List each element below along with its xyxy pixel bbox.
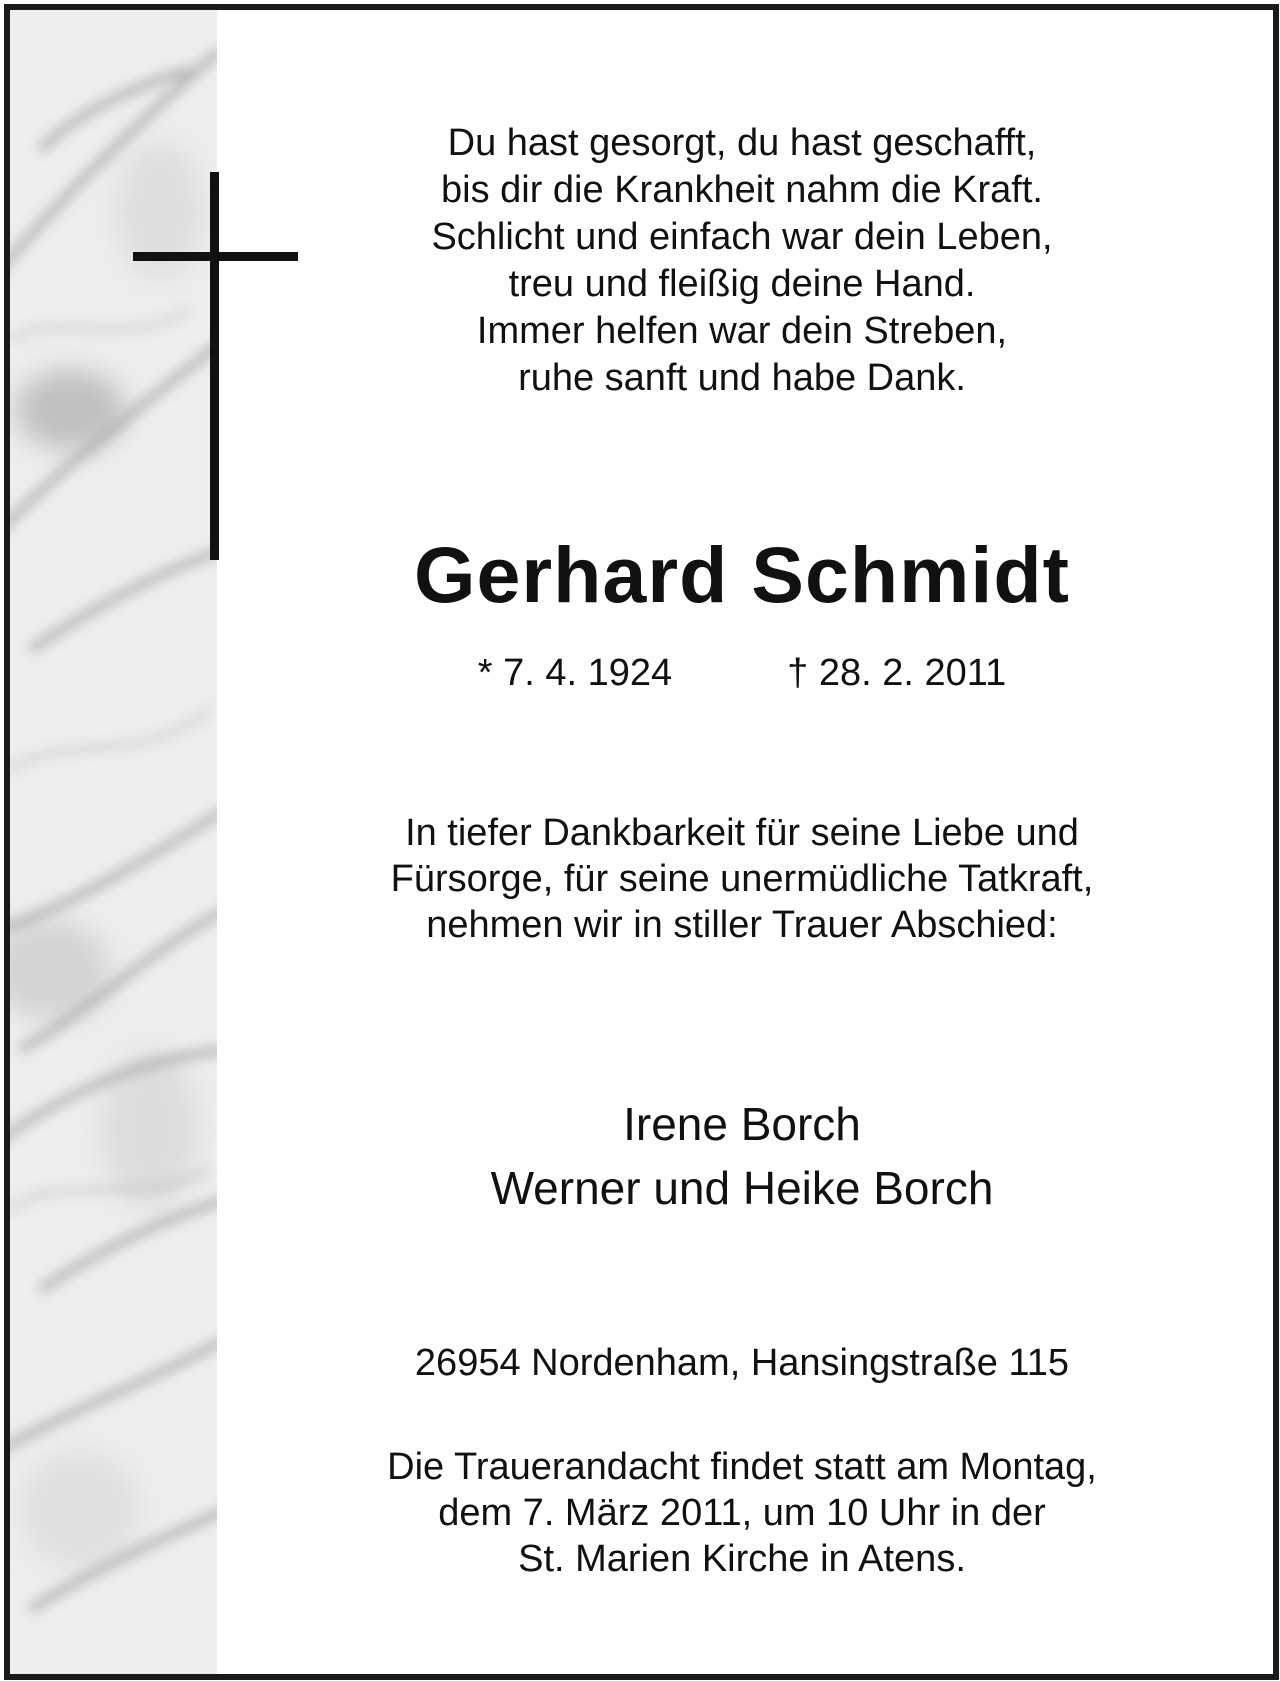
- mourner-name: Irene Borch: [623, 1098, 861, 1150]
- service-announcement: [217, 1444, 1267, 1582]
- service-line: dem 7. März 2011, um 10 Uhr in der: [438, 1492, 1046, 1534]
- service-line: St. Marien Kirche in Atens.: [518, 1538, 966, 1580]
- service-line: Die Trauerandacht findet statt am Montag,: [387, 1446, 1097, 1488]
- gratitude-line: nehmen wir in stiller Trauer Abschied:: [426, 904, 1058, 946]
- memorial-poem: [217, 120, 1267, 402]
- poem-line: ruhe sanft und habe Dank.: [518, 357, 966, 399]
- mourners-list: [217, 1092, 1267, 1220]
- family-address: 26954 Nordenham, Hansingstraße 115: [414, 1342, 1070, 1384]
- death-date: † 28. 2. 2011: [787, 652, 1007, 694]
- gratitude-line: In tiefer Dankbarkeit für seine Liebe und: [405, 812, 1079, 854]
- poem-line: Schlicht und einfach war dein Leben,: [431, 216, 1053, 258]
- poem-line: bis dir die Krankheit nahm die Kraft.: [441, 169, 1043, 211]
- poem-line: treu und fleißig deine Hand.: [508, 263, 976, 305]
- gratitude-line: Fürsorge, für seine unermüdliche Tatkraft,: [390, 858, 1094, 900]
- life-dates: [217, 650, 1267, 696]
- deceased-name: Gerhard Schmidt: [414, 530, 1070, 619]
- obituary-content: [217, 0, 1280, 1681]
- birth-date: * 7. 4. 1924: [477, 652, 673, 694]
- poem-line: Immer helfen war dein Streben,: [476, 310, 1008, 352]
- gratitude-text: [217, 810, 1267, 948]
- poem-line: Du hast gesorgt, du hast geschafft,: [447, 122, 1037, 164]
- mourner-name: Werner und Heike Borch: [490, 1162, 994, 1214]
